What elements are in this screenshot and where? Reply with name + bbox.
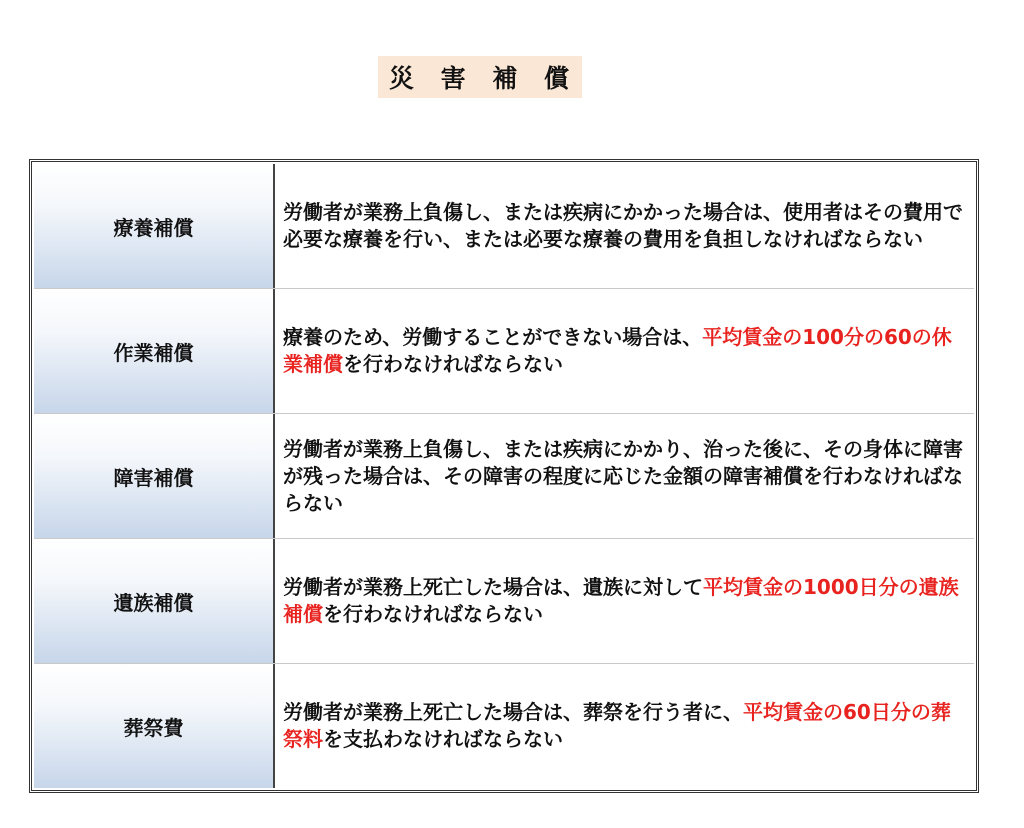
description-text: 労働者が業務上負傷し、または疾病にかかった場合は、使用者はその費用で必要な療養を行い、または必要な療養の費用を負担しなければならない [283, 200, 963, 251]
row-description [275, 164, 974, 288]
highlight-text: 平均賃金の100分の60の休業補償 [283, 325, 952, 376]
page-title: 災 害 補 償 [378, 56, 582, 98]
description-text [283, 574, 964, 628]
row-description [275, 289, 974, 413]
description-text-before: 療養のため、労働することができない場合は、 [283, 325, 703, 349]
row-header-shogai: 障害補償 [34, 414, 275, 538]
description-text [283, 324, 964, 378]
row-header-ryoyo: 療養補償 [34, 164, 275, 288]
table-row [34, 539, 974, 664]
description-text: 労働者が業務上負傷し、または疾病にかかり、治った後に、その身体に障害が残った場合は、その障害の程度に応じた金額の障害補償を行わなければならない [283, 436, 963, 515]
row-description [275, 414, 974, 538]
description-text [283, 699, 964, 753]
row-header-sosai: 葬祭費 [34, 664, 275, 788]
highlight-text: 平均賃金の1000日分の遺族補償 [283, 575, 959, 626]
row-header-izoku: 遺族補償 [34, 539, 275, 663]
description-text-after: を行わなければならない [343, 352, 563, 376]
description-text-after: を行わなければならない [323, 602, 543, 626]
description-text-after: を支払わなければならない [323, 727, 563, 751]
table-row [34, 664, 974, 788]
row-description [275, 664, 974, 788]
table-row [34, 414, 974, 539]
table-row [34, 164, 974, 289]
highlight-text: 平均賃金の60日分の葬祭料 [283, 700, 951, 751]
row-description [275, 539, 974, 663]
table-row [34, 289, 974, 414]
compensation-table [29, 159, 979, 793]
row-header-sagyo: 作業補償 [34, 289, 275, 413]
description-text-before: 労働者が業務上死亡した場合は、葬祭を行う者に、 [283, 700, 743, 724]
table-body [34, 164, 974, 788]
description-text-before: 労働者が業務上死亡した場合は、遺族に対して [283, 575, 703, 599]
